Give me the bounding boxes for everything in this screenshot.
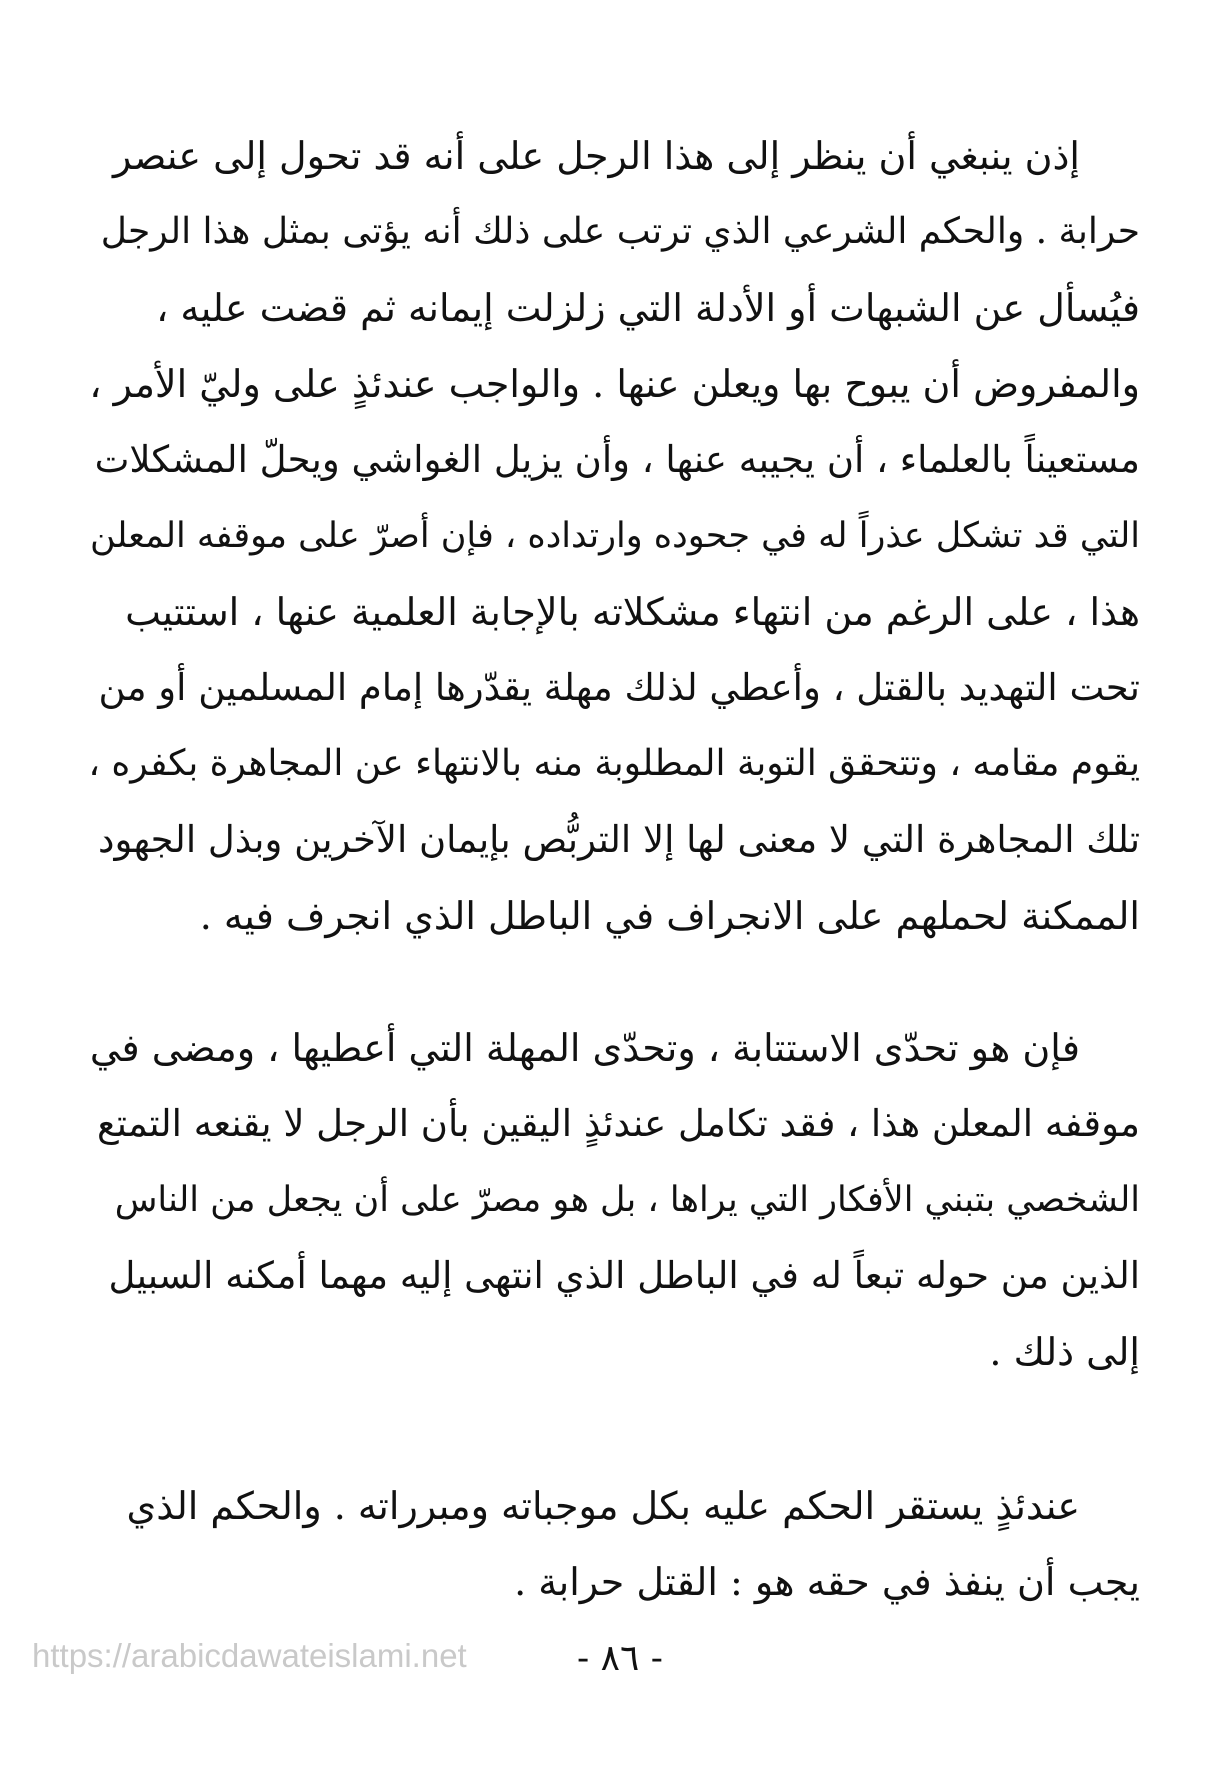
text-line: الشخصي بتبني الأفكار التي يراها ، بل هو مصرّ على أن يجعل من الناس <box>114 1180 1140 1220</box>
paragraph-3 <box>88 1468 1140 1620</box>
text-line: حرابة . والحكم الشرعي الذي ترتب على ذلك أنه يؤتى بمثل هذا الرجل <box>100 211 1140 252</box>
page-number: - ٨٦ - <box>577 1638 663 1679</box>
text-line: فيُسأل عن الشبهات أو الأدلة التي زلزلت إيمانه ثم قضت عليه ، <box>156 286 1140 330</box>
text-line: الممكنة لحملهم على الانجراف في الباطل الذي انجرف فيه . <box>199 894 1140 938</box>
text-line: يجب أن ينفذ في حقه هو : القتل حرابة . <box>514 1560 1140 1604</box>
text-line: التي قد تشكل عذراً له في جحوده وارتداده ، فإن أصرّ على موقفه المعلن <box>90 516 1140 556</box>
text-line: عندئذٍ يستقر الحكم عليه بكل موجباته ومبرراته . والحكم الذي <box>126 1484 1080 1528</box>
paragraph-1 <box>88 118 1140 954</box>
text-line: الذين من حوله تبعاً له في الباطل الذي انتهى إليه مهما أمكنه السبيل <box>108 1254 1140 1297</box>
text-line: مستعيناً بالعلماء ، أن يجيبه عنها ، وأن يزيل الغواشي ويحلّ المشكلات <box>94 438 1140 481</box>
text-line: إلى ذلك . <box>989 1330 1140 1374</box>
text-line: والمفروض أن يبوح بها ويعلن عنها . والواجب عندئذٍ على وليّ الأمر ، <box>89 362 1140 406</box>
text-line: إذن ينبغي أن ينظر إلى هذا الرجل على أنه قد تحول إلى عنصر <box>113 134 1080 178</box>
text-line: فإن هو تحدّى الاستتابة ، وتحدّى المهلة التي أعطيها ، ومضى في <box>89 1026 1080 1070</box>
text-line: تلك المجاهرة التي لا معنى لها إلا التربُّص بإيمان الآخرين وبذل الجهود <box>98 818 1140 861</box>
text-line: يقوم مقامه ، وتتحقق التوبة المطلوبة منه بالانتهاء عن المجاهرة بكفره ، <box>88 743 1140 784</box>
watermark-url: https://arabicdawateislami.net <box>32 1637 467 1674</box>
paragraph-2 <box>88 1010 1140 1390</box>
text-line: تحت التهديد بالقتل ، وأعطي لذلك مهلة يقدّرها إمام المسلمين أو من <box>98 666 1140 709</box>
text-line: هذا ، على الرغم من انتهاء مشكلاته بالإجابة العلمية عنها ، استتيب <box>125 590 1140 634</box>
text-line: موقفه المعلن هذا ، فقد تكامل عندئذٍ اليقين بأن الرجل لا يقنعه التمتع <box>96 1102 1140 1145</box>
